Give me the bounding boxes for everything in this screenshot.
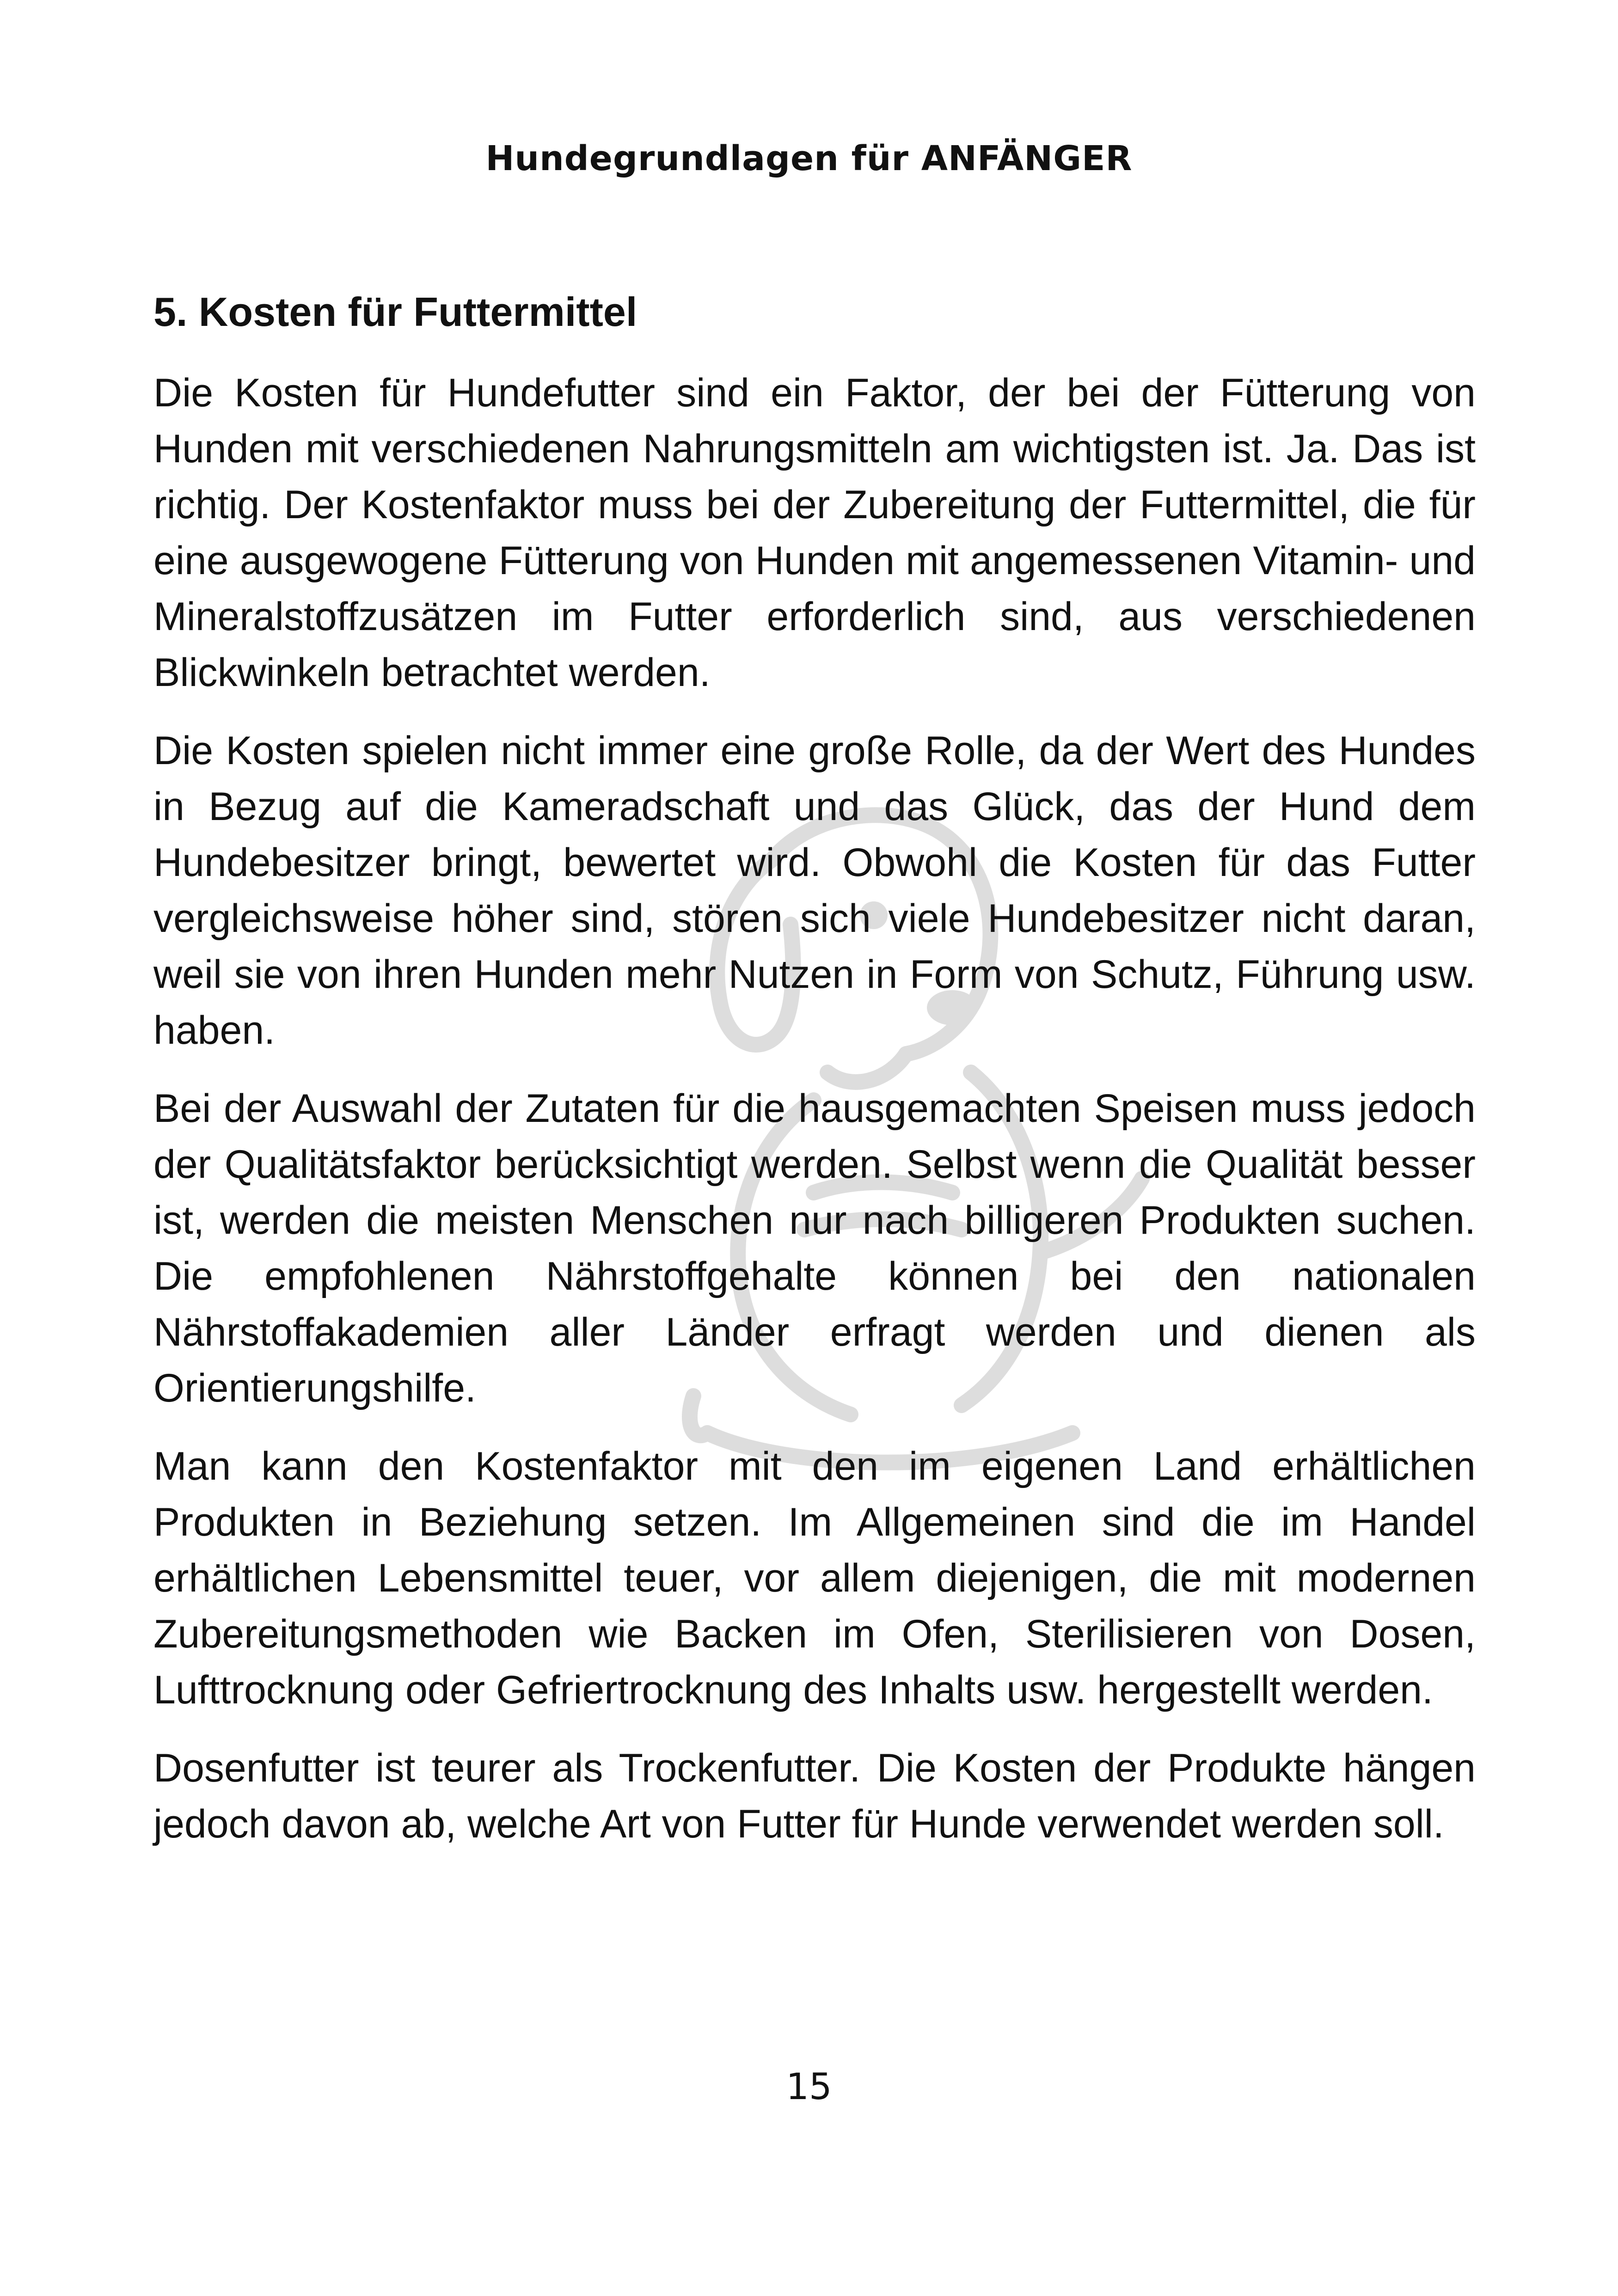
- page-body: [153, 277, 1476, 1874]
- paragraph-4: Man kann den Kostenfaktor mit den im eigenen Land erhältlichen Produkten in Beziehung setzen. Im Allgemeinen sind die im Handel erhältlichen Lebensmittel teuer, vor allem diejenigen, die mit modernen Zubereitungsmethoden wie Backen im Ofen, Sterilisieren von Dosen, Lufttrocknung oder Gefriertrocknung des Inhalts usw. hergestellt werden.: [153, 1444, 1476, 1712]
- paragraph-2: Die Kosten spielen nicht immer eine große Rolle, da der Wert des Hundes in Bezug auf die Kameradschaft und das Glück, das der Hund dem Hundebesitzer bringt, bewertet wird. Obwohl die Kosten für das Futter vergleichsweise höher sind, stören sich viele Hundebesitzer nicht daran, weil sie von ihren Hunden mehr Nutzen in Form von Schutz, Führung usw. haben.: [153, 729, 1476, 1053]
- running-header-title: Hundegrundlagen für ANFÄNGER: [485, 139, 1133, 178]
- paragraph-5: Dosenfutter ist teurer als Trockenfutter. Die Kosten der Produkte hängen jedoch davon ab, welche Art von Futter für Hunde verwendet werden soll.: [153, 1746, 1476, 1846]
- paragraph-1: Die Kosten für Hundefutter sind ein Faktor, der bei der Fütterung von Hunden mit verschiedenen Nahrungsmitteln am wichtigsten ist. Ja. Das ist richtig. Der Kostenfaktor muss bei der Zubereitung der Futtermittel, die für eine ausgewogene Fütterung von Hunden mit angemessenen Vitamin- und Mineralstoffzusätzen im Futter erforderlich sind, aus verschiedenen Blickwinkeln betrachtet werden.: [153, 371, 1476, 695]
- paragraph-3: Bei der Auswahl der Zutaten für die hausgemachten Speisen muss jedoch der Qualitätsfaktor berücksichtigt werden. Selbst wenn die Qualität besser ist, werden die meisten Menschen nur nach billigeren Produkten suchen. Die empfohlenen Nährstoffgehalte können bei den nationalen Nährstoffakademien aller Länder erfragt werden und dienen als Orientierungshilfe.: [153, 1086, 1476, 1410]
- page-number: 15: [786, 2066, 832, 2108]
- section-heading: 5. Kosten für Futtermittel: [153, 289, 637, 335]
